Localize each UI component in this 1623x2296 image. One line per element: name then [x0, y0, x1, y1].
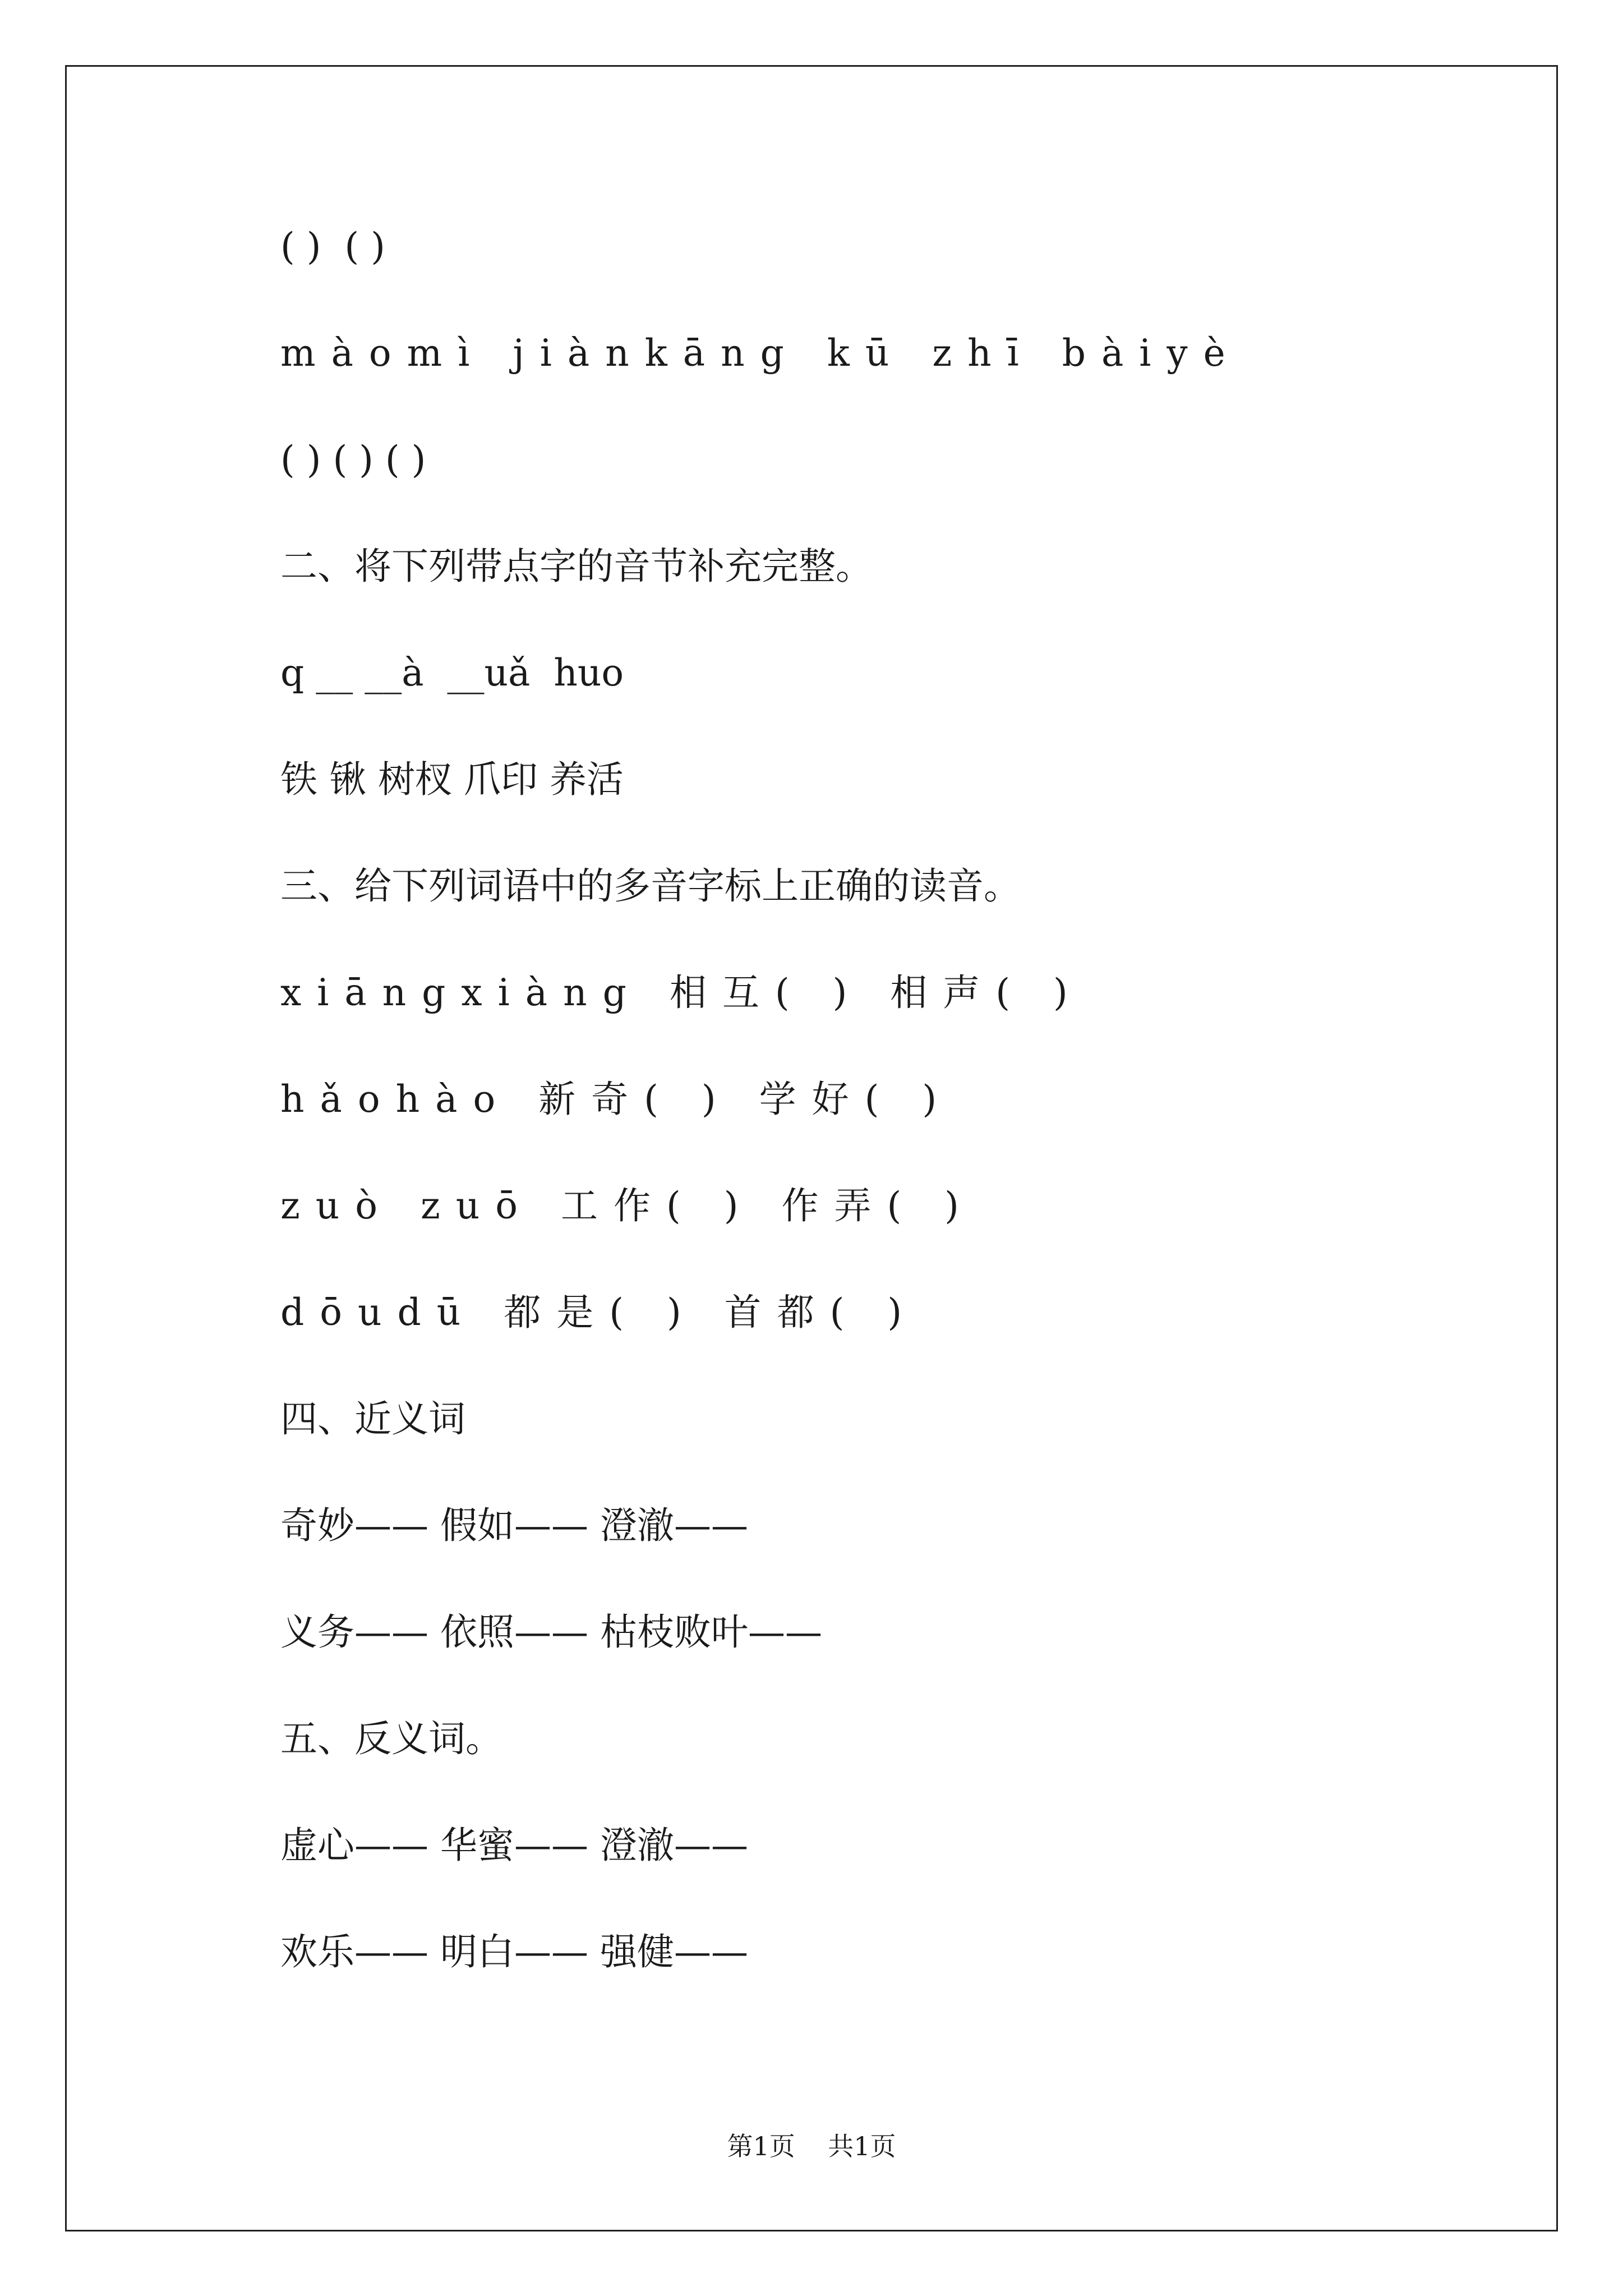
- polyphone-dou: dōudū 都是( ) 首都( ): [280, 1291, 918, 1334]
- synonym-row-2: 义务—— 依照—— 枯枝败叶——: [280, 1611, 822, 1654]
- polyphone-hao: hǎohào 新奇( ) 学好( ): [280, 1078, 953, 1121]
- syllable-blanks: q __ __à __uǎ huo: [280, 651, 624, 694]
- pinyin-row-1: màomì jiànkāng kū zhī bàiyè: [280, 332, 1241, 375]
- words-row-1: 铁 锹 树杈 爪印 养活: [280, 758, 624, 801]
- polyphone-zuo: zuò zuō 工作( ) 作弄( ): [280, 1184, 975, 1227]
- antonym-row-1: 虚心—— 华蜜—— 澄澈——: [280, 1824, 748, 1867]
- section-2-heading: 二、将下列带点字的音节补充完整。: [280, 545, 873, 588]
- antonym-row-2: 欢乐—— 明白—— 强健——: [280, 1930, 748, 1973]
- paren-row-2: ( ) ( ) ( ): [280, 438, 426, 481]
- page-footer: 第1页 共1页: [727, 2131, 896, 2161]
- document-body: [280, 213, 1458, 2025]
- section-5-heading: 五、反义词。: [280, 1717, 502, 1760]
- paren-row-1: ( ) ( ): [280, 225, 385, 268]
- section-4-heading: 四、近义词: [280, 1397, 465, 1441]
- polyphone-xiang: xiāngxiàng 相互( ) 相声( ): [280, 971, 1083, 1014]
- section-3-heading: 三、给下列词语中的多音字标上正确的读音。: [280, 864, 1021, 908]
- synonym-row-1: 奇妙—— 假如—— 澄澈——: [280, 1504, 748, 1547]
